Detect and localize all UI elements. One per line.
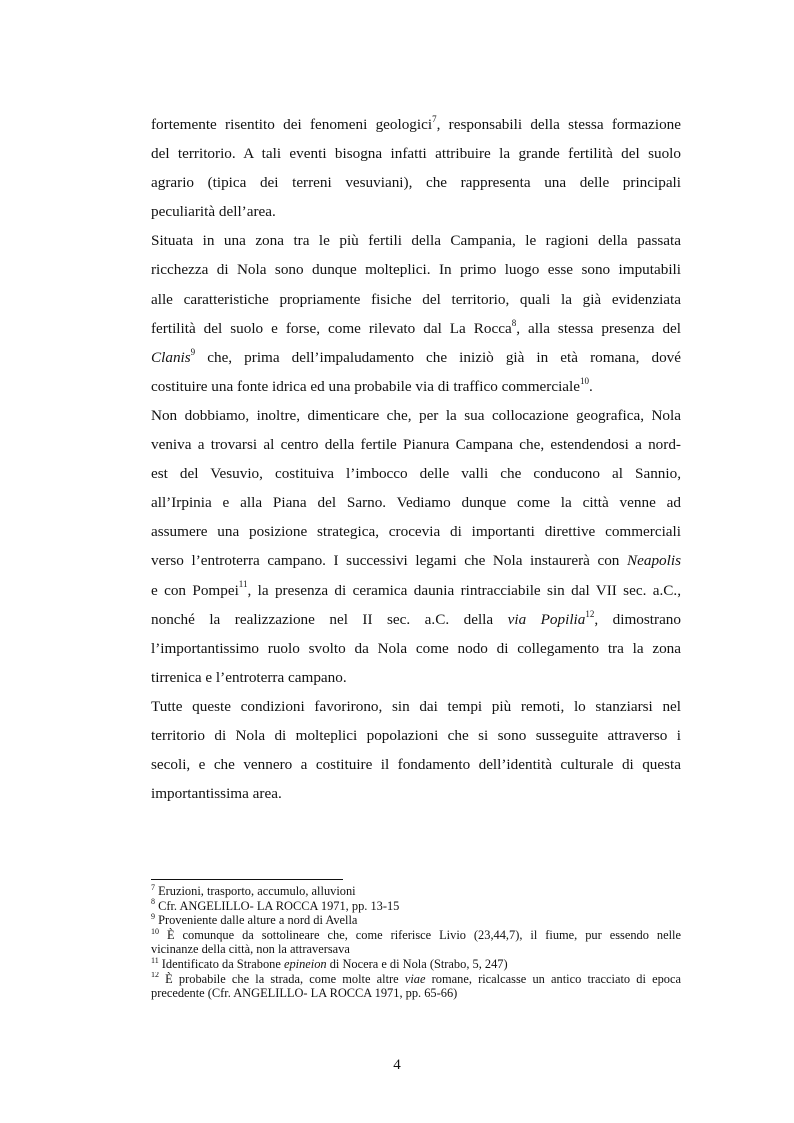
text-run: . (589, 377, 593, 395)
text-line (151, 913, 681, 928)
text-line (151, 255, 681, 284)
footnote-number: 8 (151, 897, 155, 907)
text-run: l’importantissimo ruolo svolto da Nola come nodo di collegamento tra la zona (151, 639, 681, 657)
text-run: agrario (tipica dei terreni vesuviani), che rappresenta una delle principali (151, 174, 681, 192)
body-text (151, 110, 681, 808)
text-line (151, 663, 681, 692)
text-line (151, 972, 681, 987)
text-run: ricchezza di Nola sono dunque molteplici. In primo luogo esse sono imputabili (151, 261, 681, 279)
text-line (151, 488, 681, 517)
text-run: Tutte queste condizioni favorirono, sin dai tempi più remoti, lo stanziarsi nel (151, 697, 681, 715)
text-run: territorio di Nola di molteplici popolazioni che si sono susseguite attraverso i (151, 726, 681, 744)
footnote-11 (151, 957, 681, 972)
text-line (151, 343, 681, 372)
italic-term: Neapolis (626, 552, 681, 570)
footnote-number: 10 (151, 927, 159, 936)
paragraph (151, 401, 681, 692)
text-run: veniva a trovarsi al centro della fertile Pianura Campana che, estendendosi a nord- (151, 436, 681, 454)
footnote-ref: 10 (580, 375, 590, 386)
text-run: , la presenza di ceramica daunia rintracciabile sin dal VII sec. a.C., (247, 581, 681, 599)
text-line (151, 576, 681, 605)
footnote-number: 12 (151, 971, 159, 980)
text-run: romane, ricalcasse un antico tracciato di epoca (425, 971, 681, 986)
text-line (151, 401, 681, 430)
italic-term: epineion (283, 956, 327, 971)
text-run: est del Vesuvio, costituiva l’imbocco delle valli che conducono al Sannio, (151, 465, 681, 483)
text-run: verso l’entroterra campano. I successivi legami che Nola instaurerà con (151, 552, 627, 570)
text-line (151, 884, 681, 899)
text-run: Situata in una zona tra le più fertili della Campania, le ragioni della passata (151, 232, 681, 250)
text-line (151, 750, 681, 779)
text-run: Proveniente dalle alture a nord di Avella (155, 913, 358, 928)
italic-term: viae (404, 971, 426, 986)
italic-term: Clanis (151, 348, 191, 366)
paragraph (151, 226, 681, 401)
text-line (151, 372, 681, 401)
footnote-separator (151, 879, 343, 880)
text-line (151, 197, 681, 226)
italic-term: via Popilia (507, 610, 586, 628)
text-line (151, 430, 681, 459)
text-run: Eruzioni, trasporto, accumulo, alluvioni (155, 884, 356, 898)
text-run: nonché la realizzazione nel II sec. a.C. della (151, 610, 508, 628)
text-line (151, 517, 681, 546)
text-run: Identificato da Strabone (158, 956, 284, 971)
text-run: costituire una fonte idrica ed una probabile via di traffico commerciale (151, 377, 581, 395)
footnote-number: 9 (151, 912, 155, 922)
footnote-ref: 11 (238, 579, 248, 590)
text-line (151, 942, 681, 957)
text-line (151, 459, 681, 488)
text-line (151, 605, 681, 634)
text-run: , dimostrano (594, 610, 681, 628)
text-line (151, 634, 681, 663)
text-run: È comunque da sottolineare che, come riferisce Livio (23,44,7), il fiume, pur essendo nelle (159, 927, 681, 942)
text-line (151, 110, 681, 139)
text-line (151, 928, 681, 943)
footnote-7 (151, 884, 681, 899)
text-run: tirrenica e l’entroterra campano. (151, 668, 347, 686)
text-run: Non dobbiamo, inoltre, dimenticare che, per la sua collocazione geografica, Nola (151, 406, 681, 424)
text-run: fortemente risentito dei fenomeni geologici (151, 116, 433, 133)
text-line (151, 226, 681, 255)
text-line (151, 285, 681, 314)
text-run: importantissima area. (151, 785, 282, 803)
text-line (151, 899, 681, 914)
footnote-8 (151, 899, 681, 914)
text-line (151, 721, 681, 750)
text-run: È probabile che la strada, come molte altre (159, 971, 405, 986)
text-run: di Nocera e di Nola (Strabo, 5, 247) (326, 956, 508, 971)
text-line (151, 692, 681, 721)
footnote-ref: 12 (585, 608, 595, 619)
text-run: assumere una posizione strategica, crocevia di importanti direttive commerciali (151, 523, 681, 541)
footnote-12 (151, 972, 681, 1001)
text-line (151, 957, 681, 972)
text-line (151, 168, 681, 197)
text-run: vicinanze della città, non la attraversava (151, 942, 350, 957)
footnote-10 (151, 928, 681, 957)
text-run: Cfr. ANGELILLO- LA ROCCA 1971, pp. 13-15 (155, 898, 400, 913)
text-run: che, prima dell’impaludamento che iniziò già in età romana, dové (195, 348, 681, 366)
text-run: precedente (Cfr. ANGELILLO- LA ROCCA 1971, pp. 65-66) (151, 986, 458, 1001)
footnotes (151, 884, 681, 1001)
text-line (151, 779, 681, 808)
text-line (151, 546, 681, 575)
page-number: 4 (393, 1057, 401, 1073)
footnote-ref: 8 (511, 317, 517, 328)
text-run: , alla stessa presenza del (516, 319, 681, 337)
text-run: peculiarità dell’area. (151, 203, 276, 221)
paragraph (151, 692, 681, 808)
text-run: alle caratteristiche propriamente fisiche del territorio, quali la già evidenziata (151, 290, 681, 308)
footnote-ref: 9 (190, 346, 196, 357)
text-line (151, 314, 681, 343)
text-run: , responsabili della stessa formazione (436, 116, 681, 133)
paragraph (151, 110, 681, 226)
footnote-9 (151, 913, 681, 928)
text-run: secoli, e che vennero a costituire il fondamento dell’identità culturale di questa (151, 756, 681, 774)
footnote-ref: 7 (432, 113, 437, 124)
text-run: e con Pompei (151, 581, 239, 599)
footnote-number: 11 (151, 955, 159, 965)
text-line (151, 139, 681, 168)
text-run: del territorio. A tali eventi bisogna infatti attribuire la grande fertilità del suolo (151, 145, 681, 163)
text-run: all’Irpinia e alla Piana del Sarno. Vediamo dunque come la città venne ad (151, 494, 681, 512)
text-run: fertilità del suolo e forse, come rilevato dal La Rocca (151, 319, 512, 337)
footnote-number: 7 (151, 882, 155, 892)
text-line (151, 986, 681, 1001)
